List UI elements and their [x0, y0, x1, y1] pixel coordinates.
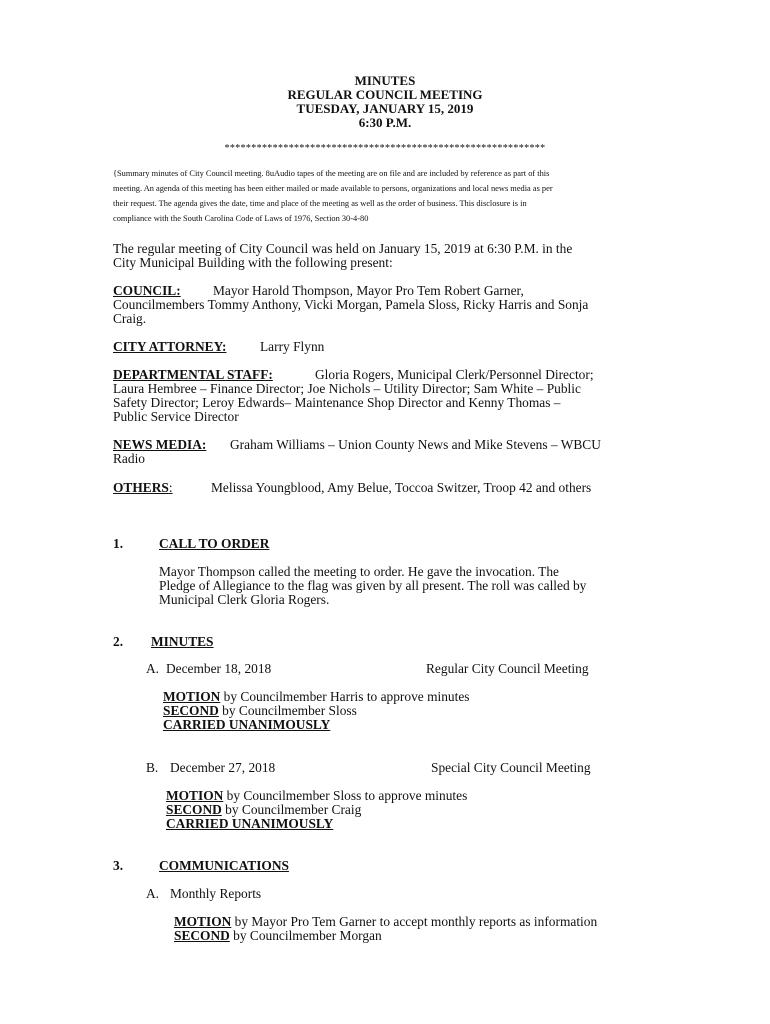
council-line-1: Mayor Harold Thompson, Mayor Pro Tem Robert Garner, [213, 283, 524, 298]
doc-title: MINUTES [354, 73, 416, 88]
summary-line-1: {Summary minutes of City Council meeting. 8uAudio tapes of the meeting are on file and are included by reference as part of this [113, 169, 550, 178]
motion-label: MOTION [163, 689, 221, 704]
others-colon: : [168, 480, 173, 495]
section-2-number: 2. [113, 634, 124, 649]
separator-line: ************************************************************ [224, 143, 546, 154]
city-attorney-label: CITY ATTORNEY: [113, 339, 227, 354]
second-label: SECOND [163, 703, 219, 718]
item-2a-result: CARRIED UNANIMOUSLY [163, 717, 331, 732]
council-line-3: Craig. [113, 311, 147, 326]
motion-text: by Mayor Pro Tem Garner to accept monthly reports as information [234, 914, 598, 929]
news-media-label: NEWS MEDIA: [113, 437, 207, 452]
item-3a-second [174, 929, 382, 944]
section-1-number: 1. [113, 536, 124, 551]
second-label: SECOND [174, 928, 230, 943]
meeting-date: TUESDAY, JANUARY 15, 2019 [296, 101, 474, 116]
section-1-title: CALL TO ORDER [159, 536, 270, 551]
second-text: by Councilmember Craig [225, 802, 362, 817]
staff-line-3: Safety Director; Leroy Edwards– Maintenance Shop Director and Kenny Thomas – [113, 395, 561, 410]
item-2b-desc: Special City Council Meeting [431, 760, 591, 775]
others-label: OTHERS [113, 480, 169, 495]
meeting-time: 6:30 P.M. [358, 115, 412, 130]
staff-line-4: Public Service Director [113, 409, 239, 424]
section-2-title: MINUTES [151, 634, 214, 649]
motion-text: by Councilmember Harris to approve minutes [223, 689, 470, 704]
summary-line-4: compliance with the South Carolina Code of Laws of 1976, Section 30-4-80 [113, 214, 369, 223]
news-media-line-1: Graham Williams – Union County News and Mike Stevens – WBCU [230, 437, 601, 452]
section-1-line-2: Pledge of Allegiance to the flag was given by all present. The roll was called by [159, 578, 587, 593]
section-1-line-1: Mayor Thompson called the meeting to order. He gave the invocation. The [159, 564, 559, 579]
summary-line-2: meeting. An agenda of this meeting has been either mailed or made available to persons, organizations and local news media as per [113, 184, 553, 193]
motion-label: MOTION [174, 914, 232, 929]
item-2b-date: December 27, 2018 [170, 760, 276, 775]
section-3-title: COMMUNICATIONS [159, 858, 289, 873]
meeting-type: REGULAR COUNCIL MEETING [287, 87, 483, 102]
departmental-staff-label: DEPARTMENTAL STAFF: [113, 367, 273, 382]
staff-line-1: Gloria Rogers, Municipal Clerk/Personnel Director; [315, 367, 594, 382]
second-text: by Councilmember Sloss [222, 703, 357, 718]
item-3a-marker: A. [146, 886, 160, 901]
second-text: by Councilmember Morgan [233, 928, 382, 943]
item-2a-desc: Regular City Council Meeting [426, 661, 589, 676]
council-label: COUNCIL: [113, 283, 181, 298]
section-3-number: 3. [113, 858, 124, 873]
item-2a-date: December 18, 2018 [166, 661, 272, 676]
staff-line-2: Laura Hembree – Finance Director; Joe Nichols – Utility Director; Sam White – Public [113, 381, 581, 396]
section-1-line-3: Municipal Clerk Gloria Rogers. [159, 592, 330, 607]
item-2b-marker: B. [146, 760, 159, 775]
news-media-line-2: Radio [113, 451, 145, 466]
item-2a-marker: A. [146, 661, 160, 676]
others-value: Melissa Youngblood, Amy Belue, Toccoa Switzer, Troop 42 and others [211, 480, 592, 495]
second-label: SECOND [166, 802, 222, 817]
others-label-group [113, 481, 173, 496]
motion-label: MOTION [166, 788, 224, 803]
item-3a-title: Monthly Reports [170, 886, 262, 901]
city-attorney-value: Larry Flynn [260, 339, 325, 354]
council-line-2: Councilmembers Tommy Anthony, Vicki Morgan, Pamela Sloss, Ricky Harris and Sonja [113, 297, 589, 312]
intro-line-2: City Municipal Building with the following present: [113, 255, 393, 270]
motion-text: by Councilmember Sloss to approve minutes [226, 788, 468, 803]
summary-line-3: their request. The agenda gives the date, time and place of the meeting as well as the order of business. This disclosure is in [113, 199, 527, 208]
item-2b-result: CARRIED UNANIMOUSLY [166, 816, 334, 831]
intro-line-1: The regular meeting of City Council was held on January 15, 2019 at 6:30 P.M. in the [113, 241, 573, 256]
